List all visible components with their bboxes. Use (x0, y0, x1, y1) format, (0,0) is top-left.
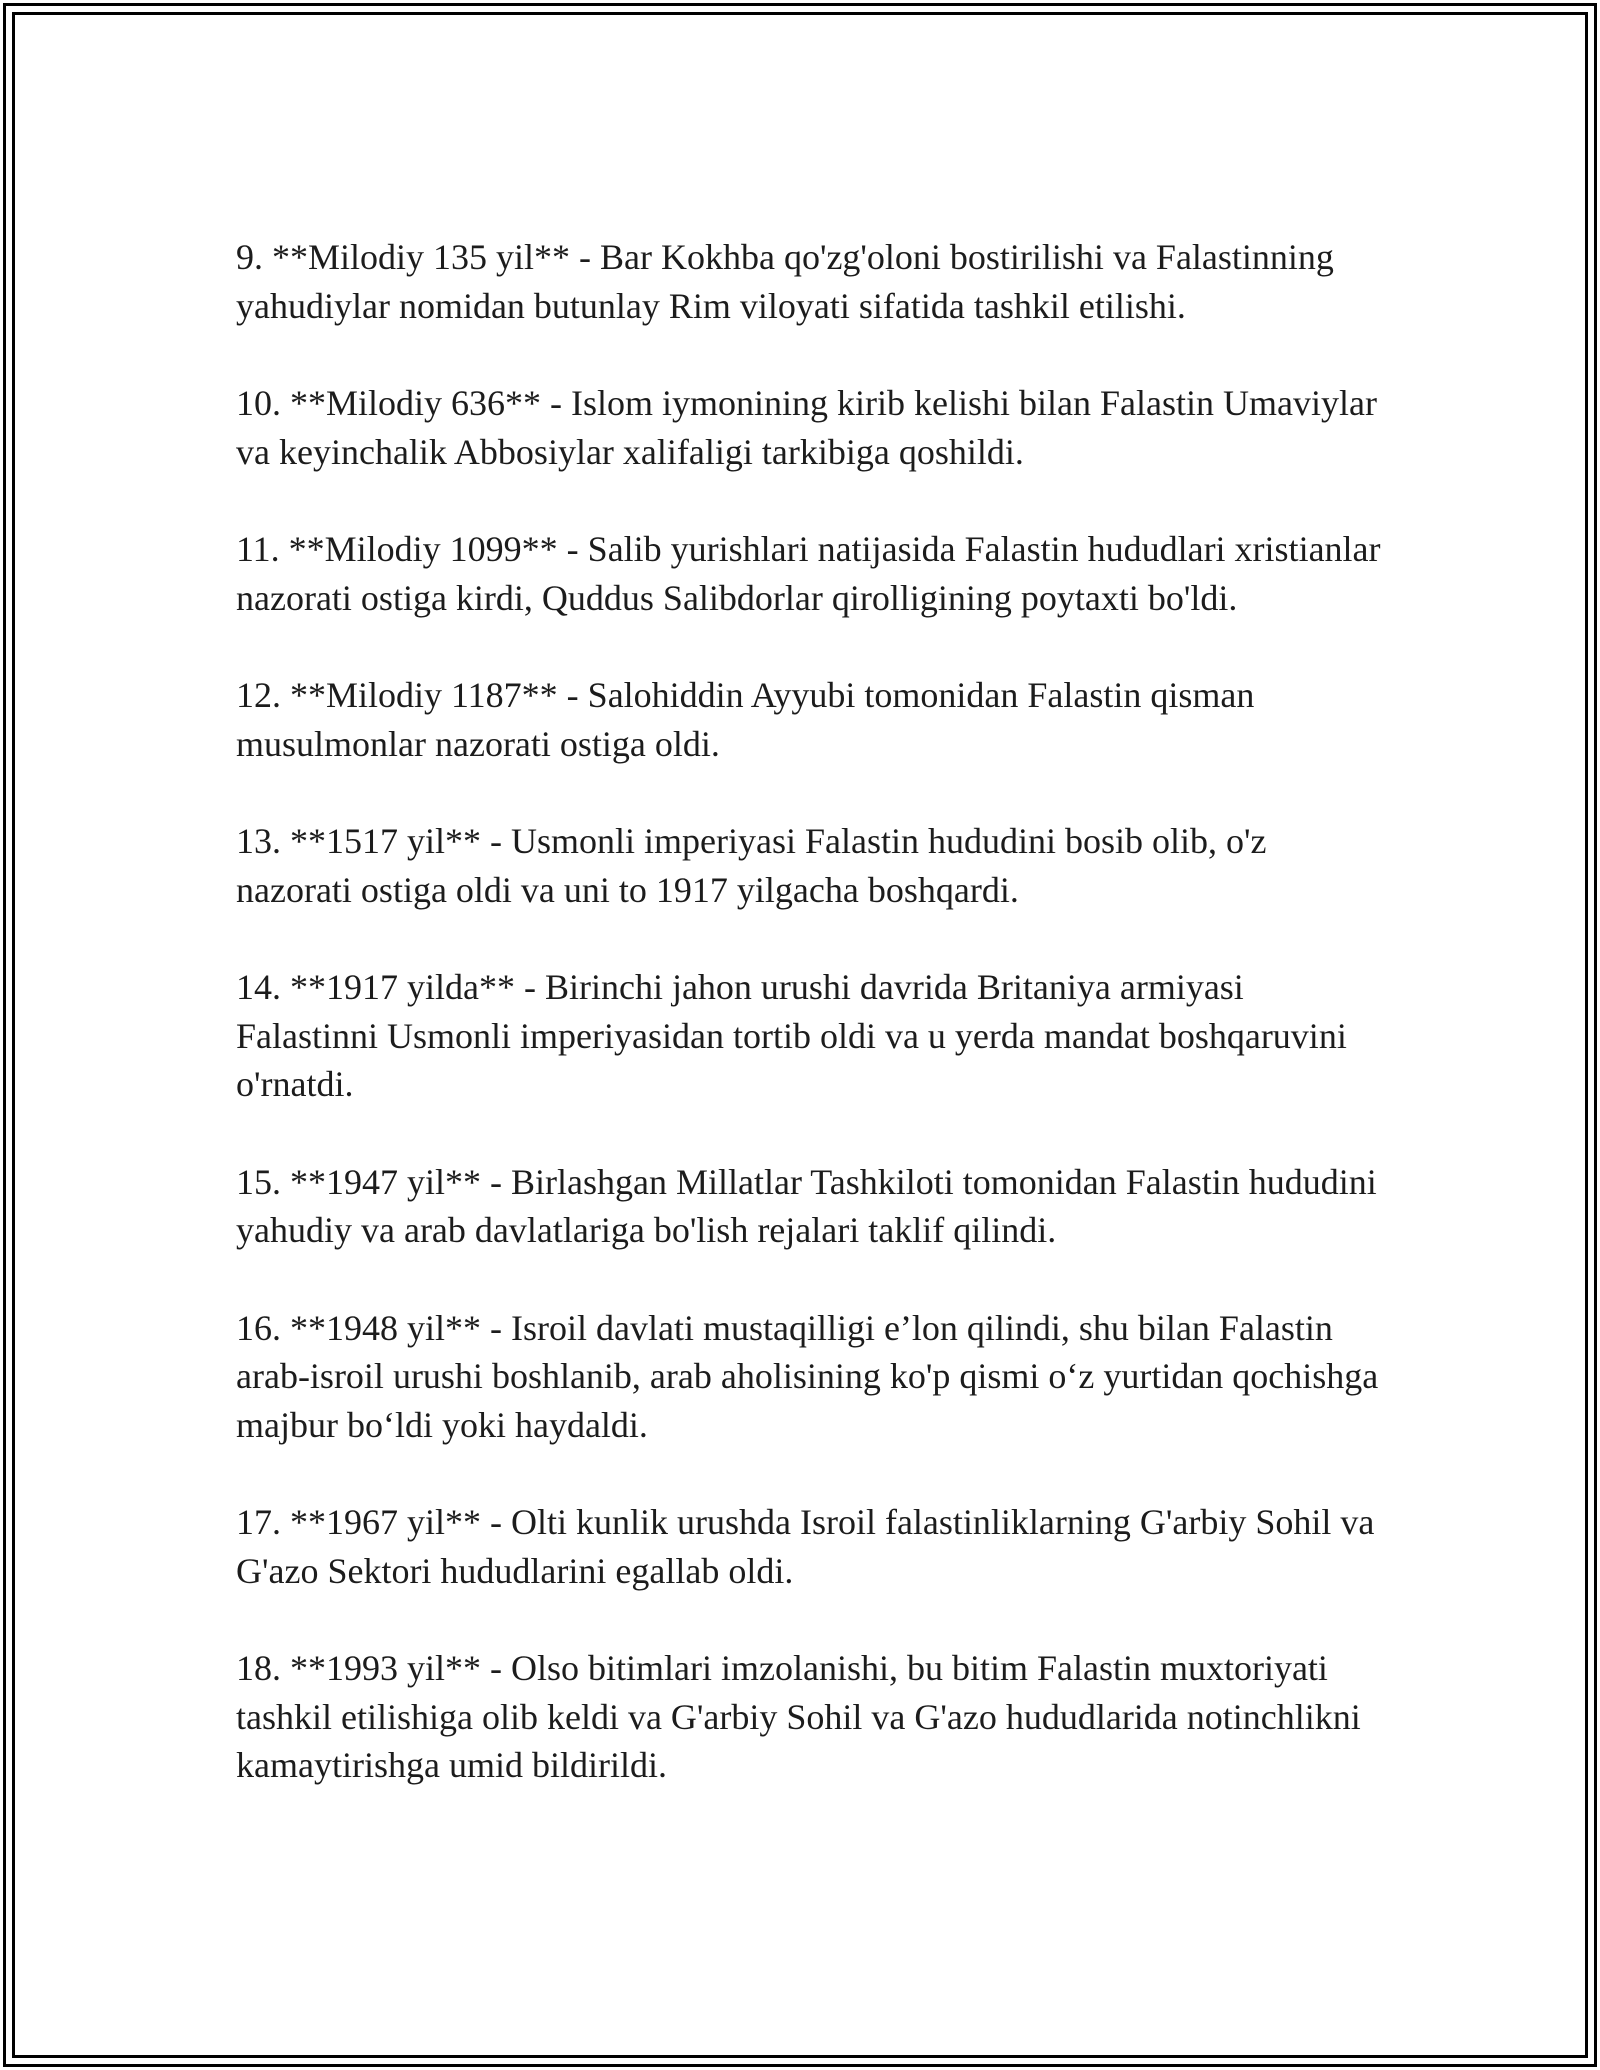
timeline-entry-10: 10. **Milodiy 636** - Islom iymonining kirib kelishi bilan Falastin Umaviylar va keyinchalik Abbosiylar xalifaligi tarkibiga qoshildi. (236, 383, 1377, 472)
timeline-entry-17: 17. **1967 yil** - Olti kunlik urushda Isroil falastinliklarning G'arbiy Sohil va G'azo Sektori hududlarini egallab oldi. (236, 1502, 1375, 1591)
timeline-entry-13: 13. **1517 yil** - Usmonli imperiyasi Falastin hududini bosib olib, o'z nazorati ostiga oldi va uni to 1917 yilgacha boshqardi. (236, 821, 1267, 910)
timeline-entry-18: 18. **1993 yil** - Olso bitimlari imzolanishi, bu bitim Falastin muxtoriyati tashkil etilishiga olib keldi va G'arbiy Sohil va G'azo hududlarida notinchlikni kamaytirishga umid bildirildi. (236, 1648, 1361, 1785)
timeline-entry-15: 15. **1947 yil** - Birlashgan Millatlar Tashkiloti tomonidan Falastin hududini yahudiy va arab davlatlariga bo'lish rejalari taklif qilindi. (236, 1161, 1377, 1250)
timeline-list (236, 233, 1386, 1839)
timeline-entry-12: 12. **Milodiy 1187** - Salohiddin Ayyubi tomonidan Falastin qisman musulmonlar nazorati ostiga oldi. (236, 675, 1255, 764)
timeline-entry-14: 14. **1917 yilda** - Birinchi jahon urushi davrida Britaniya armiyasi Falastinni Usmonli imperiyasidan tortib oldi va u yerda mandat boshqaruvini o'rnatdi. (236, 967, 1347, 1104)
timeline-entry-16: 16. **1948 yil** - Isroil davlati mustaqilligi e’lon qilindi, shu bilan Falastin arab-isroil urushi boshlanib, arab aholisining ko'p qismi o‘z yurtidan qochishga majbur bo‘ldi yoki haydaldi. (236, 1307, 1379, 1445)
timeline-entry-11: 11. **Milodiy 1099** - Salib yurishlari natijasida Falastin hududlari xristianlar nazorati ostiga kirdi, Quddus Salibdorlar qirolligining poytaxti bo'ldi. (236, 529, 1381, 618)
timeline-entry-9: 9. **Milodiy 135 yil** - Bar Kokhba qo'zg'oloni bostirilishi va Falastinning yahudiylar nomidan butunlay Rim viloyati sifatida tashkil etilishi. (236, 237, 1334, 326)
